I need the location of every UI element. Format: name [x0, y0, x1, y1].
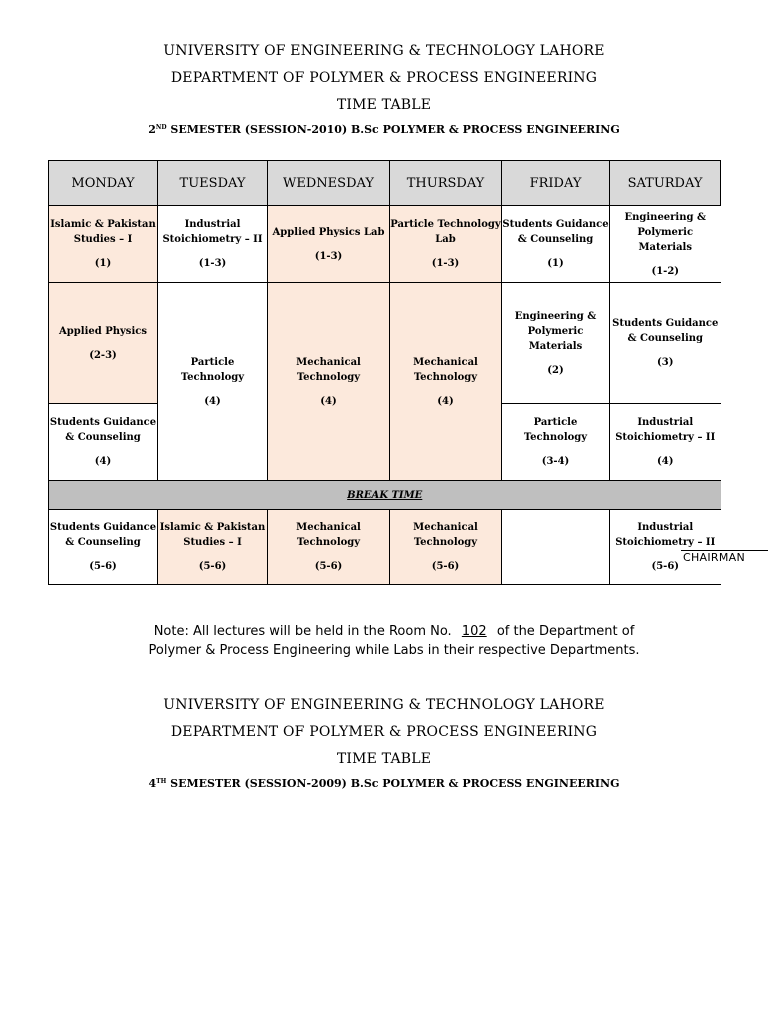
class-cell: [49, 206, 158, 283]
semester-number: 2: [148, 123, 156, 136]
subject-name: Mechanical Technology: [413, 522, 478, 548]
class-cell: [49, 404, 158, 481]
period-range: (4): [657, 456, 674, 467]
class-cell: [268, 283, 390, 481]
subject-name: Islamic & Pakistan Studies – I: [50, 219, 156, 245]
subject-name: Industrial Stoichiometry – II: [162, 219, 263, 245]
note-prefix: Note: All lectures will be held in the Room No.: [153, 624, 452, 639]
department-title: DEPARTMENT OF POLYMER & PROCESS ENGINEERING: [170, 70, 598, 86]
period-range: (3-4): [541, 456, 570, 467]
period-range: (4): [94, 456, 112, 467]
subject-name: Particle Technology: [180, 356, 245, 383]
subject-name: Engineering & Polymeric Materials: [624, 211, 707, 253]
period-range: (1-3): [431, 258, 460, 269]
day-header-row: [49, 161, 721, 206]
subject-name: Islamic & Pakistan Studies – I: [159, 522, 266, 548]
class-cell: [610, 283, 721, 404]
class-cell: [390, 206, 502, 283]
class-cell: [610, 404, 721, 481]
note-text: [0, 622, 768, 660]
day-saturday: SATURDAY: [610, 161, 721, 206]
class-cell: [502, 404, 610, 481]
note-line2: Polymer & Process Engineering while Labs in their respective Departments.: [148, 643, 640, 658]
semester-details: SEMESTER (SESSION-2009) B.Sc POLYMER & PROCESS ENGINEERING: [166, 777, 620, 790]
period-range: (1-3): [198, 258, 227, 269]
period-range: (1): [94, 258, 112, 269]
period-range: (1-3): [314, 250, 343, 262]
class-cell: [610, 510, 721, 585]
subject-name: Industrial Stoichiometry – II: [615, 522, 716, 548]
subject-name: Students Guidance & Counseling: [49, 417, 157, 443]
subject-name: Students Guidance & Counseling: [502, 219, 609, 245]
class-cell: [502, 206, 610, 283]
period-range: (5-6): [198, 561, 227, 572]
subject-name: Applied Physics Lab: [272, 226, 385, 238]
period-range: (1): [547, 258, 564, 269]
timetable: [48, 160, 721, 585]
period-range: (5-6): [431, 561, 460, 572]
subject-name: Mechanical Technology: [413, 356, 478, 383]
subject-name: Particle Technology: [523, 417, 588, 443]
day-monday: MONDAY: [49, 161, 158, 206]
subject-name: Engineering & Polymeric Materials: [514, 310, 597, 352]
semester-line-2: [0, 777, 768, 790]
timetable-title-2: TIME TABLE: [336, 751, 432, 767]
class-cell: [49, 283, 158, 404]
empty-cell: [502, 510, 610, 585]
table-row: [49, 510, 721, 585]
break-row: [49, 481, 721, 510]
class-cell: [390, 283, 502, 481]
class-cell: [158, 206, 268, 283]
department-title-2: DEPARTMENT OF POLYMER & PROCESS ENGINEERING: [170, 724, 598, 740]
room-number: 102: [461, 624, 487, 639]
chairman-label: CHAIRMAN: [683, 551, 746, 564]
break-time-label: BREAK TIME: [49, 481, 721, 510]
table-row: [49, 206, 721, 283]
semester-ordinal: ND: [155, 124, 167, 131]
timetable-title: TIME TABLE: [336, 97, 432, 113]
period-range: (4): [320, 395, 337, 407]
class-cell: [610, 206, 721, 283]
period-range: (2): [547, 364, 564, 376]
period-range: (5-6): [89, 561, 117, 572]
semester-number: 4: [148, 777, 157, 790]
day-thursday: THURSDAY: [390, 161, 502, 206]
semester-details: SEMESTER (SESSION-2010) B.Sc POLYMER & PROCESS ENGINEERING: [166, 123, 620, 136]
class-cell: [158, 283, 268, 481]
class-cell: [502, 283, 610, 404]
subject-name: Mechanical Technology: [296, 522, 361, 548]
class-cell: [268, 206, 390, 283]
period-range: (4): [204, 395, 221, 407]
period-range: (4): [437, 395, 454, 407]
period-range: (2-3): [89, 349, 117, 361]
subject-name: Industrial Stoichiometry – II: [615, 417, 716, 443]
class-cell: [390, 510, 502, 585]
table-row: [49, 283, 721, 404]
day-friday: FRIDAY: [502, 161, 610, 206]
period-range: (5-6): [314, 561, 343, 572]
semester-ordinal: TH: [156, 778, 167, 785]
subject-name: Applied Physics: [59, 325, 147, 337]
subject-name: Students Guidance & Counseling: [612, 318, 719, 344]
day-wednesday: WEDNESDAY: [268, 161, 390, 206]
subject-name: Particle Technology Lab: [390, 219, 501, 245]
period-range: (5-6): [651, 561, 680, 572]
period-range: (3): [657, 357, 674, 368]
class-cell: [268, 510, 390, 585]
semester-line: [0, 123, 768, 136]
class-cell: [49, 510, 158, 585]
university-title: UNIVERSITY OF ENGINEERING & TECHNOLOGY LAHORE: [163, 43, 605, 59]
day-tuesday: TUESDAY: [158, 161, 268, 206]
class-cell: [158, 510, 268, 585]
subject-name: Mechanical Technology: [296, 356, 361, 383]
university-title-2: UNIVERSITY OF ENGINEERING & TECHNOLOGY LAHORE: [163, 697, 605, 713]
subject-name: Students Guidance & Counseling: [49, 522, 157, 548]
note-middle: of the Department of: [496, 624, 635, 639]
period-range: (1-2): [651, 265, 680, 277]
